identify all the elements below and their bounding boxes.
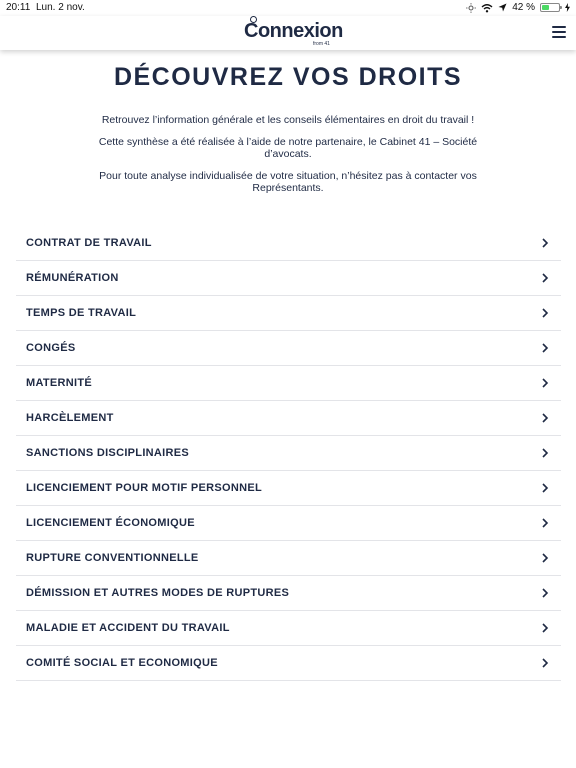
intro-paragraph: Cette synthèse a été réalisée à l’aide de notre partenaire, le Cabinet 41 – Société d’avocats.: [98, 135, 478, 161]
wifi-icon: [481, 3, 493, 13]
logo-initial: C: [244, 20, 258, 42]
topic-list: [16, 226, 561, 681]
topic-row-maladie-accident[interactable]: [16, 611, 561, 646]
topic-row-conges[interactable]: [16, 331, 561, 366]
battery-percent: 42 %: [512, 2, 535, 13]
topic-row-contrat-de-travail[interactable]: [16, 226, 561, 261]
battery-icon: [540, 3, 560, 12]
chevron-right-icon: [539, 622, 551, 634]
location-icon: [498, 3, 507, 12]
brightness-icon: [466, 3, 476, 13]
battery-level: [542, 5, 549, 10]
topic-label: RÉMUNÉRATION: [26, 272, 119, 284]
topic-label: CONGÉS: [26, 342, 76, 354]
topic-label: COMITÉ SOCIAL ET ECONOMIQUE: [26, 657, 218, 669]
intro-paragraph: Retrouvez l’information générale et les conseils élémentaires en droit du travail !: [101, 114, 475, 126]
topic-label: MALADIE ET ACCIDENT DU TRAVAIL: [26, 622, 230, 634]
logo-subtitle: from 41: [313, 41, 330, 47]
chevron-right-icon: [539, 482, 551, 494]
logo-text: onnexion: [257, 20, 343, 42]
topic-row-licenciement-economique[interactable]: [16, 506, 561, 541]
topic-row-harcelement[interactable]: [16, 401, 561, 436]
chevron-right-icon: [539, 307, 551, 319]
topic-label: LICENCIEMENT ÉCONOMIQUE: [26, 517, 195, 529]
chevron-right-icon: [539, 657, 551, 669]
topic-label: SANCTIONS DISCIPLINAIRES: [26, 447, 190, 459]
topic-label: MATERNITÉ: [26, 377, 93, 389]
topic-label: LICENCIEMENT POUR MOTIF PERSONNEL: [26, 482, 263, 494]
status-indicators: [466, 2, 570, 13]
topic-label: DÉMISSION ET AUTRES MODES DE RUPTURES: [26, 587, 290, 599]
topic-row-demission[interactable]: [16, 576, 561, 611]
chevron-right-icon: [539, 552, 551, 564]
topic-label: TEMPS DE TRAVAIL: [26, 307, 137, 319]
topic-row-maternite[interactable]: [16, 366, 561, 401]
chevron-right-icon: [539, 377, 551, 389]
topic-label: RUPTURE CONVENTIONNELLE: [26, 552, 199, 564]
chevron-right-icon: [539, 342, 551, 354]
chevron-right-icon: [539, 517, 551, 529]
topic-row-comite-social-economique[interactable]: [16, 646, 561, 681]
topic-row-licenciement-motif-personnel[interactable]: [16, 471, 561, 506]
intro-paragraph: Pour toute analyse individualisée de votre situation, n’hésitez pas à contacter vos Représentants.: [99, 169, 477, 195]
topic-row-rupture-conventionnelle[interactable]: [16, 541, 561, 576]
status-bar: [0, 0, 576, 16]
chevron-right-icon: [539, 272, 551, 284]
page-title: DÉCOUVREZ VOS DROITS: [113, 63, 463, 91]
topic-label: HARCÈLEMENT: [26, 412, 114, 424]
status-time: 20:11: [6, 2, 31, 13]
app-logo[interactable]: [244, 16, 343, 50]
charging-icon: [565, 3, 570, 12]
status-date: Lun. 2 nov.: [36, 2, 85, 13]
hamburger-menu-icon[interactable]: [552, 26, 566, 38]
chevron-right-icon: [539, 587, 551, 599]
topic-row-sanctions-disciplinaires[interactable]: [16, 436, 561, 471]
topic-row-remuneration[interactable]: [16, 261, 561, 296]
topic-row-temps-de-travail[interactable]: [16, 296, 561, 331]
topic-label: CONTRAT DE TRAVAIL: [26, 237, 152, 249]
navigation-bar: [0, 16, 576, 50]
chevron-right-icon: [539, 237, 551, 249]
chevron-right-icon: [539, 412, 551, 424]
intro-text: [95, 114, 481, 204]
chevron-right-icon: [539, 447, 551, 459]
